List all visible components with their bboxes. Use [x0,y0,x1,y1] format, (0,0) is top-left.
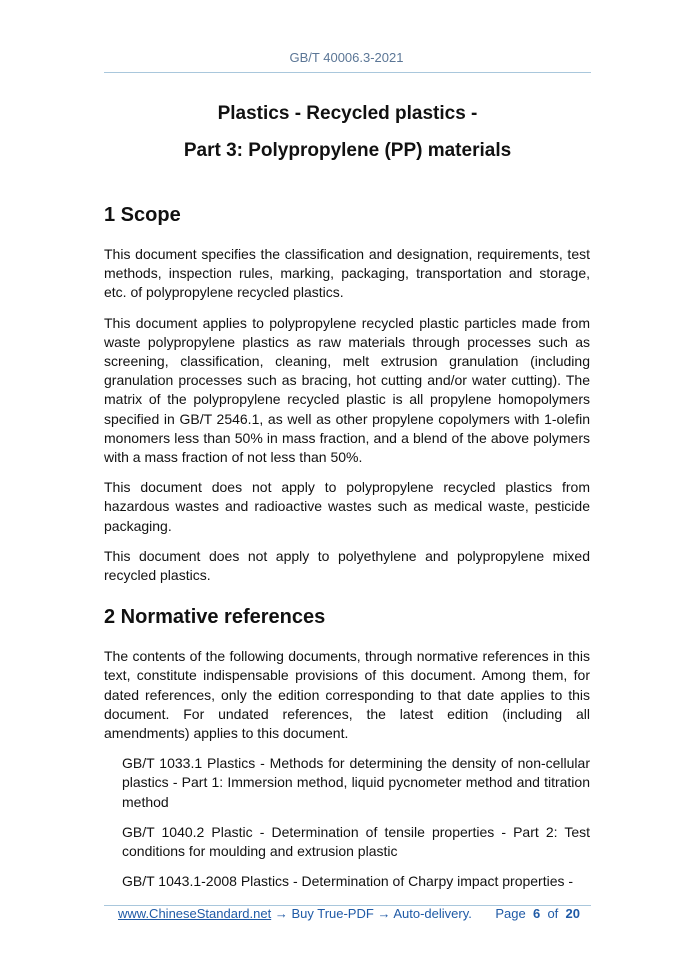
document-body [104,203,590,902]
page-label: Page [495,906,526,921]
paragraph: This document applies to polypropylene recycled plastic particles made from waste polypropylene plastics as raw materials through processes such as screening, classification, cleaning, melt extrusion granulation (including granulation processes such as bracing, hot cutting and/or water cutting). The matrix of the polypropylene recycled plastic is all propylene homopolymers specified in GB/T 2546.1, as well as other propylene copolymers with 1-olefin monomers less than 50% in mass fraction, and a blend of the above polymers with a mass fraction of not less than 50%. [104,314,590,466]
paragraph: This document does not apply to polypropylene recycled plastics from hazardous wastes and radioactive wastes such as medical waste, pesticide packaging. [104,479,590,534]
buy-text: Buy True-PDF [291,906,374,921]
paragraph: This document does not apply to polyethylene and polypropylene mixed recycled plastics. [104,547,590,584]
page-indicator [495,906,580,921]
arrow-icon: → [377,906,391,921]
title-line-2: Part 3: Polypropylene (PP) materials [183,140,512,161]
page-number: 6 [532,906,541,921]
reference-item: GB/T 1040.2 Plastic - Determination of tensile properties - Part 2: Test conditions for moulding and extrusion plastic [122,823,590,860]
title-line-1: Plastics - Recycled plastics - [217,103,478,124]
arrow-icon: → [274,906,288,921]
footer [118,906,580,921]
footer-promo [118,906,472,921]
reference-item: GB/T 1043.1-2008 Plastics - Determination of Charpy impact properties - [122,873,574,890]
paragraph: This document specifies the classification and designation, requirements, test methods, inspection rules, marking, packaging, transportation and storage, etc. of polypropylene recycled plastics. [104,246,590,301]
reference-item: GB/T 1033.1 Plastics - Methods for determining the density of non-cellular plastics - Part 1: Immersion method, liquid pycnometer method and titration method [122,755,590,810]
section-heading-normative-references: 2 Normative references [104,606,326,629]
section-heading-scope: 1 Scope [104,204,181,226]
header-doc-code: GB/T 40006.3-2021 [289,50,404,65]
website-link[interactable]: www.ChineseStandard.net [118,906,272,921]
of-label: of [547,906,559,921]
delivery-text: Auto-delivery. [393,906,472,921]
paragraph: The contents of the following documents, through normative references in this text, constitute indispensable provisions of this document. Among them, for dated references, only the edition corresponding to that date applies to this document. For undated references, the latest edition (including all amendments) applies to this document. [104,648,590,742]
header-divider [104,72,591,73]
total-pages: 20 [565,906,580,921]
